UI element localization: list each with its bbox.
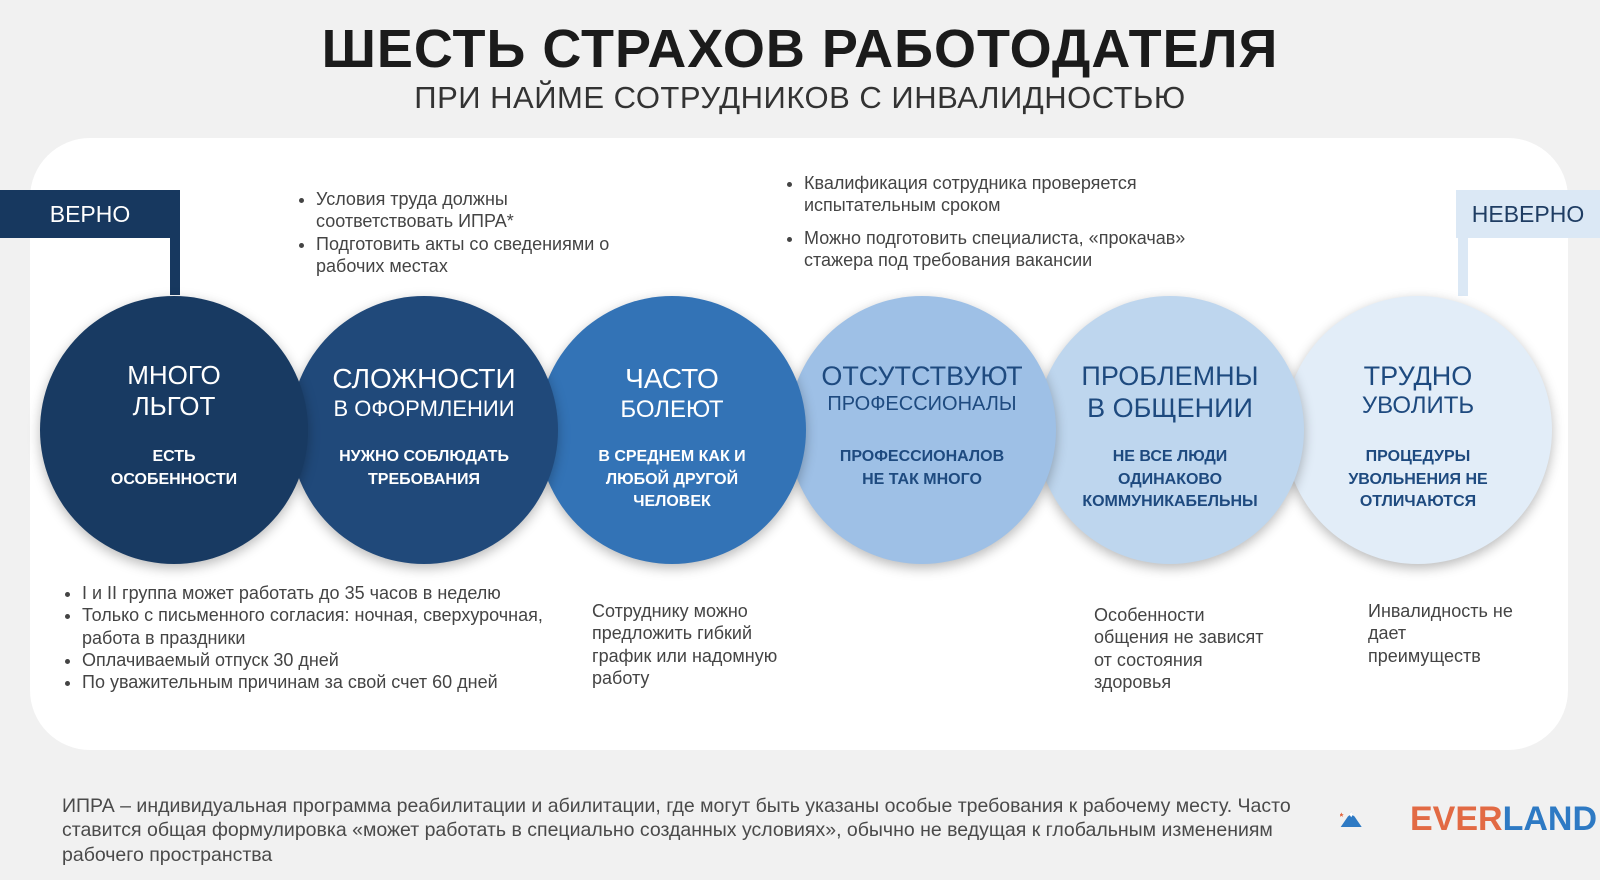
circle-desc: ПРОФЕССИОНАЛОВ	[839, 448, 1005, 465]
note-bottom-fire: Инвалидность не дает преимуществ	[1368, 601, 1513, 666]
page-title: ШЕСТЬ СТРАХОВ РАБОТОДАТЕЛЯ	[321, 19, 1279, 79]
false-connector	[1458, 236, 1468, 296]
circle-title: В ОФОРМЛЕНИИ	[333, 395, 515, 421]
fear-circle-often-sick	[538, 296, 806, 564]
circle-desc: УВОЛЬНЕНИЯ НЕ	[1348, 470, 1488, 488]
circle-title: ОТСУТСТВУЮТ	[821, 361, 1023, 391]
circle-desc: НЕ ВСЕ ЛЮДИ	[1112, 448, 1228, 465]
everland-logo-text	[1410, 800, 1597, 839]
note-top-left	[292, 188, 616, 277]
circle-desc: ОДИНАКОВО	[1117, 470, 1223, 488]
circle-title: ПРОБЛЕМНЫ	[1081, 361, 1259, 391]
fear-circle-benefits	[40, 296, 308, 564]
circle-desc: НЕ ТАК МНОГО	[862, 470, 982, 488]
note-item: • Только с письменного согласия: ночная, сверхурочная, работа в праздники	[82, 604, 562, 649]
circle-desc: ЕСТЬ	[152, 448, 196, 465]
circle-title: МНОГО	[127, 360, 221, 390]
circle-desc: ТРЕБОВАНИЯ	[368, 470, 480, 488]
note-top-right	[780, 172, 1224, 271]
footnote: ИПРА – индивидуальная программа реабилитации и абилитации, где могут быть указаны особые требования к рабочему месту. Часто ставится общая формулировка «может работать в специально созданных условиях», обычно не ведущая к глобальным изменениям рабочего пространства	[62, 795, 1291, 866]
circle-title: УВОЛИТЬ	[1361, 392, 1475, 420]
note-item: • Квалификация сотрудника проверяется испытательным сроком	[804, 172, 1224, 217]
note-bottom-communication: Особенности общения не зависят от состояния здоровья	[1094, 605, 1264, 692]
everland-logo-mountain-icon	[1340, 794, 1410, 844]
note-bottom-sick: Сотруднику можно предложить гибкий график или надомную работу	[592, 601, 778, 688]
note-item: • Условия труда должны соответствовать ИПРА*	[316, 188, 616, 233]
page-subtitle: ПРИ НАЙМЕ СОТРУДНИКОВ С ИНВАЛИДНОСТЬЮ	[414, 80, 1186, 115]
circle-title: СЛОЖНОСТИ	[332, 363, 516, 394]
fear-circle-hard-to-fire	[1284, 296, 1552, 564]
false-label: НЕВЕРНО	[1456, 190, 1600, 238]
fear-circle-paperwork	[290, 296, 558, 564]
note-item: • Подготовить акты со сведениями о рабочих местах	[316, 233, 616, 278]
circle-title: ЛЬГОТ	[132, 391, 216, 422]
circle-desc: КОММУНИКАБЕЛЬНЫ	[1082, 493, 1258, 511]
circle-desc: НУЖНО СОБЛЮДАТЬ	[339, 448, 509, 465]
circle-title: БОЛЕЮТ	[620, 395, 724, 423]
circle-desc: В СРЕДНЕМ КАК И	[598, 448, 746, 465]
circle-desc: ЛЮБОЙ ДРУГОЙ	[605, 470, 739, 488]
logo-part-ever: EVER	[1410, 800, 1503, 838]
fear-circle-no-professionals	[788, 296, 1056, 564]
circle-desc: ОТЛИЧАЮТСЯ	[1359, 493, 1477, 511]
note-item: • По уважительным причинам за свой счет 60 дней	[82, 671, 562, 693]
circle-desc: ОСОБЕННОСТИ	[110, 470, 238, 488]
note-item: • Можно подготовить специалиста, «прокачав» стажера под требования вакансии	[804, 227, 1224, 272]
note-bottom-benefits	[58, 582, 562, 694]
note-item: • Оплачиваемый отпуск 30 дней	[82, 649, 562, 671]
true-connector	[170, 190, 180, 295]
fear-circle-communication	[1036, 296, 1304, 564]
circle-title: ТРУДНО	[1363, 361, 1473, 391]
circle-desc: ЧЕЛОВЕК	[633, 493, 711, 511]
note-item: • I и II группа может работать до 35 часов в неделю	[82, 582, 562, 604]
circle-title: ЧАСТО	[625, 363, 719, 394]
circle-title: ПРОФЕССИОНАЛЫ	[827, 393, 1017, 416]
star-icon	[1340, 812, 1344, 817]
logo-part-land: LAND	[1502, 800, 1598, 838]
circle-desc: ПРОЦЕДУРЫ	[1365, 448, 1471, 465]
true-label: ВЕРНО	[0, 190, 180, 238]
circle-title: В ОБЩЕНИИ	[1087, 393, 1253, 424]
